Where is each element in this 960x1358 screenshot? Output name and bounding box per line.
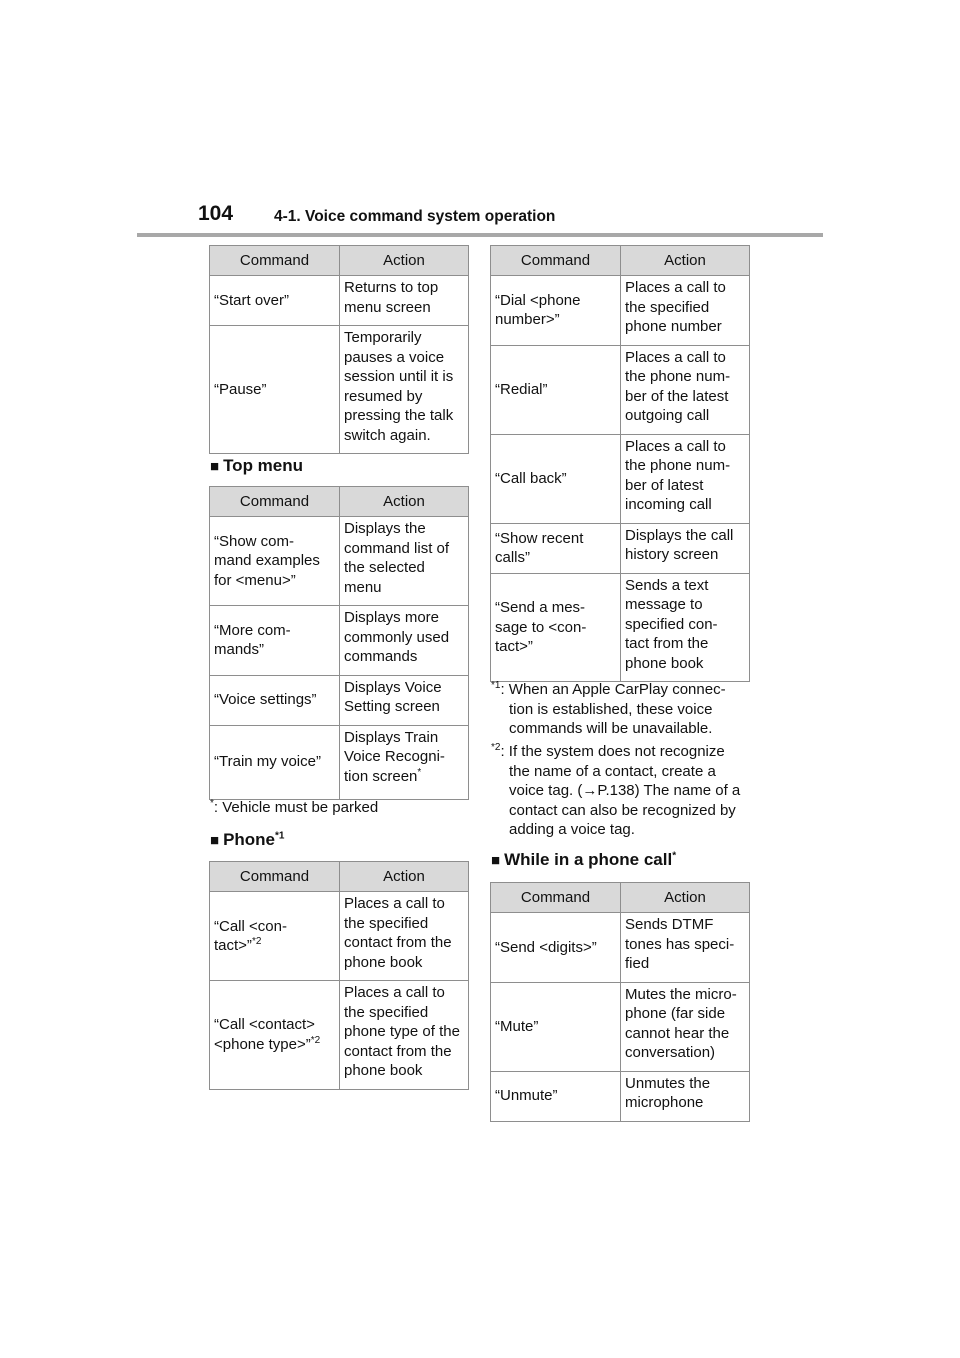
- square-bullet-icon: ■: [491, 852, 501, 869]
- action-cell: Temporarily pauses a voice session until it is resumed by pressing the talk switch again.: [340, 326, 469, 454]
- action-cell: Places a call to the specified contact from the phone book: [340, 892, 469, 981]
- header-command: Command: [210, 246, 340, 276]
- phone-table: [209, 861, 469, 1090]
- action-cell: Displays more commonly used commands: [340, 606, 469, 676]
- header-action: Action: [340, 487, 469, 517]
- action-cell: Sends a text message to specified con- tact from the phone book: [621, 573, 750, 682]
- command-cell: “Start over”: [210, 276, 340, 326]
- command-cell: “Send <digits>”: [491, 913, 621, 983]
- command-cell: “Call back”: [491, 434, 621, 523]
- table-row: [491, 1071, 750, 1121]
- table-row: [491, 523, 750, 573]
- header-action: Action: [621, 883, 750, 913]
- table-row: [210, 326, 469, 454]
- page-header: [0, 0, 960, 240]
- square-bullet-icon: ■: [210, 458, 220, 475]
- table-row: [210, 276, 469, 326]
- command-cell: “Show recent calls”: [491, 523, 621, 573]
- general-commands-table: [209, 245, 469, 454]
- top-menu-table: [209, 486, 469, 800]
- table-row: [210, 675, 469, 725]
- table-row: [491, 573, 750, 682]
- action-cell: Places a call to the phone num- ber of latest incoming call: [621, 434, 750, 523]
- in-call-heading: ■ While in a phone call*: [491, 850, 677, 869]
- section-title: 4-1. Voice command system operation: [274, 208, 556, 225]
- top-menu-heading: ■ Top menu: [210, 456, 304, 475]
- header-command: Command: [491, 246, 621, 276]
- header-action: Action: [621, 246, 750, 276]
- table-row: [210, 981, 469, 1090]
- command-cell: “Dial <phone number>”: [491, 276, 621, 346]
- square-bullet-icon: ■: [210, 832, 220, 849]
- table-row: [210, 517, 469, 606]
- table-row: [491, 982, 750, 1071]
- table-row: [491, 345, 750, 434]
- header-command: Command: [210, 487, 340, 517]
- action-cell: Mutes the micro- phone (far side cannot hear the conversation): [621, 982, 750, 1071]
- action-cell: Displays Train Voice Recogni- tion screen*: [340, 725, 469, 799]
- command-cell: “Show com- mand examples for <menu>”: [210, 517, 340, 606]
- table-row: [210, 892, 469, 981]
- table-row: [491, 434, 750, 523]
- command-cell: “Send a mes- sage to <con- tact>”: [491, 573, 621, 682]
- action-cell: Places a call to the phone num- ber of the latest outgoing call: [621, 345, 750, 434]
- command-cell: “Pause”: [210, 326, 340, 454]
- page-number: 104: [198, 202, 234, 225]
- phone-heading: ■ Phone$^{*1}$: [210, 830, 285, 849]
- header-action: Action: [340, 862, 469, 892]
- table-row: [491, 913, 750, 983]
- table-row: [210, 606, 469, 676]
- command-cell: “Call <con- tact>”$^{*2}$: [210, 892, 340, 981]
- action-cell: Unmutes the microphone: [621, 1071, 750, 1121]
- command-cell: “Redial”: [491, 345, 621, 434]
- action-cell: Displays the call history screen: [621, 523, 750, 573]
- action-cell: Sends DTMF tones has speci- fied: [621, 913, 750, 983]
- command-cell: “Train my voice”: [210, 725, 340, 799]
- command-cell: “More com- mands”: [210, 606, 340, 676]
- table-row: [210, 725, 469, 799]
- command-cell: “Voice settings”: [210, 675, 340, 725]
- action-cell: Places a call to the specified phone type of the contact from the phone book: [340, 981, 469, 1090]
- header-command: Command: [491, 883, 621, 913]
- action-cell: Returns to top menu screen: [340, 276, 469, 326]
- action-cell: Displays Voice Setting screen: [340, 675, 469, 725]
- table-row: [491, 276, 750, 346]
- in-call-table: [490, 882, 750, 1122]
- action-cell: Displays the command list of the selected menu: [340, 517, 469, 606]
- header-rule: [137, 233, 823, 237]
- header-command: Command: [210, 862, 340, 892]
- command-cell: “Unmute”: [491, 1071, 621, 1121]
- command-cell: “Mute”: [491, 982, 621, 1071]
- phone-footnote-1: $^{*1}$: When an Apple CarPlay connec- tion is established, these voice commands will be unavailable.: [491, 680, 726, 737]
- top-menu-footnote: *: Vehicle must be parked: [210, 798, 379, 816]
- header-action: Action: [340, 246, 469, 276]
- action-cell: Places a call to the specified phone number: [621, 276, 750, 346]
- phone-footnote-2: $^{*2}$: If the system does not recognize the name of a contact, create a voice tag. (→P.138) The name of a contact can also be recognized by adding a voice tag.: [491, 742, 741, 838]
- command-cell: “Call <contact> <phone type>”$^{*2}$: [210, 981, 340, 1090]
- phone-continued-table: [490, 245, 750, 682]
